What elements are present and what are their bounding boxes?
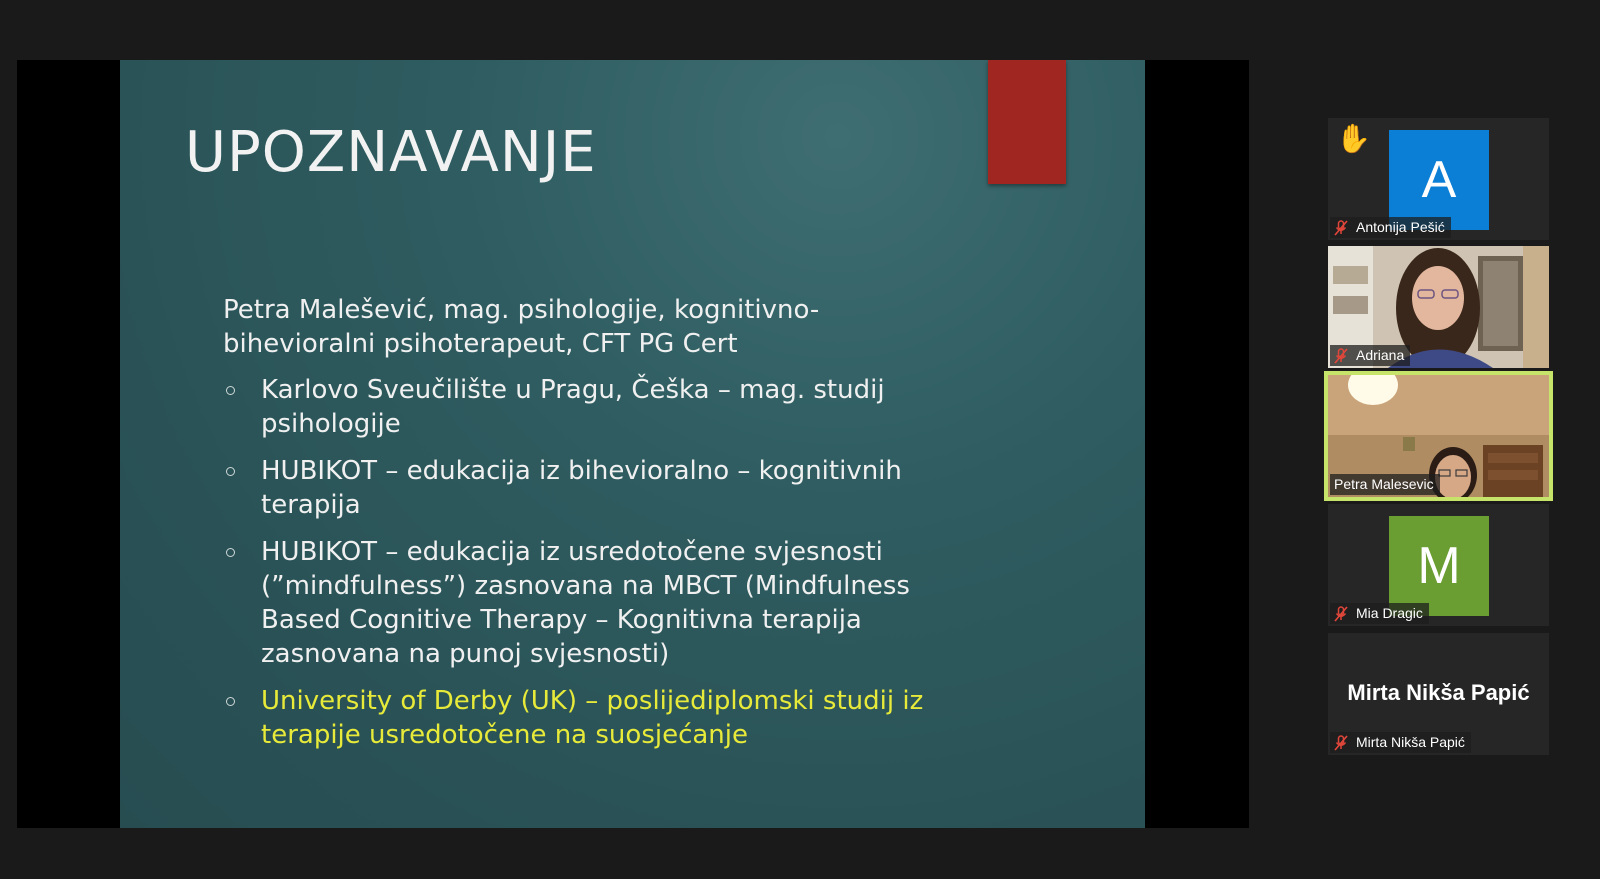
bullet-circle-icon (226, 386, 235, 395)
slide-bullet: HUBIKOT – edukacija iz usredotočene svjesnosti (”mindfulness”) zasnovana na MBCT (Mindfulness Based Cognitive Therapy – Kognitivna terapija zasnovana na punoj svjesnosti) (223, 535, 943, 671)
mic-muted-icon (1334, 348, 1348, 364)
slide-intro: Petra Malešević, mag. psihologije, kognitivno-bihevioralni psihoterapeut, CFT PG Cert (223, 295, 820, 359)
slide-bullet-list (223, 373, 943, 752)
participant-name: Petra Malesevic (1334, 476, 1434, 492)
participant-display-name: Mirta Nikša Papić (1347, 680, 1530, 705)
presentation-slide (120, 60, 1145, 828)
participant-tile-adriana[interactable] (1328, 246, 1549, 368)
bullet-circle-icon (226, 697, 235, 706)
raised-hand-icon: ✋ (1336, 123, 1371, 154)
slide-bullet-highlighted: University of Derby (UK) – poslijediplomski studij iz terapije usredotočene na suosjećanje (223, 684, 943, 752)
slide-content (223, 293, 943, 765)
screen-share-area (17, 60, 1249, 828)
participant-name: Antonija Pešić (1356, 219, 1445, 235)
mic-muted-icon (1334, 735, 1348, 751)
mic-muted-icon (1334, 606, 1348, 622)
participant-name: Mirta Nikša Papić (1356, 734, 1465, 750)
slide-accent-bar (988, 60, 1066, 184)
participant-tile-antonija[interactable] (1328, 118, 1549, 240)
participant-tile-mia[interactable] (1328, 504, 1549, 626)
participant-name-tag (1330, 732, 1471, 753)
avatar: M (1389, 516, 1489, 616)
participant-name-tag (1330, 603, 1429, 624)
mic-muted-icon (1334, 220, 1348, 236)
participant-name-tag (1330, 345, 1410, 366)
slide-title: UPOZNAVANJE (185, 120, 597, 185)
slide-bullet: Karlovo Sveučilište u Pragu, Češka – mag. studij psihologije (223, 373, 943, 441)
participant-tile-petra[interactable] (1328, 375, 1549, 497)
participant-name: Adriana (1356, 347, 1405, 363)
participant-name: Mia Dragic (1356, 605, 1423, 621)
bullet-circle-icon (226, 548, 235, 557)
participant-name-tag (1330, 217, 1451, 238)
slide-bullet: HUBIKOT – edukacija iz bihevioralno – kognitivnih terapija (223, 454, 943, 522)
participant-tile-mirta[interactable] (1328, 633, 1549, 755)
avatar: A (1389, 130, 1489, 230)
participant-name-tag (1330, 474, 1440, 495)
bullet-circle-icon (226, 467, 235, 476)
